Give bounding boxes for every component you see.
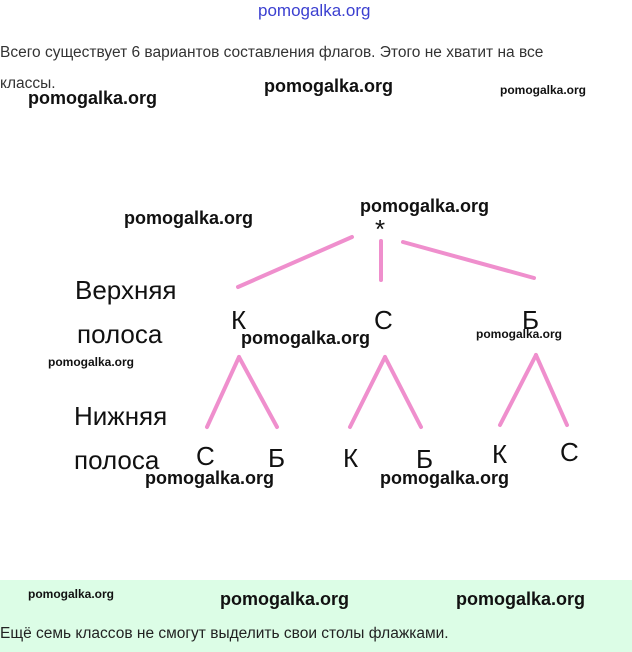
label-upper-2: полоса xyxy=(77,319,163,349)
lower-node-3: К xyxy=(343,443,359,473)
watermark-2: pomogalka.org xyxy=(264,76,394,96)
watermark-13: pomogalka.org xyxy=(456,589,586,609)
watermark-3: pomogalka.org xyxy=(500,83,587,97)
label-lower-1: Нижняя xyxy=(74,401,168,431)
watermark-7: pomogalka.org xyxy=(476,327,563,341)
lower-node-4: Б xyxy=(416,444,434,474)
edge-root-b xyxy=(403,242,534,278)
watermark-10: pomogalka.org xyxy=(380,468,510,488)
upper-node-2: С xyxy=(374,305,393,335)
watermark-11: pomogalka.org xyxy=(28,587,115,601)
upper-node-1: К xyxy=(231,305,247,335)
watermark-1: pomogalka.org xyxy=(28,88,158,108)
intro-line-1: Всего существует 6 вариантов составления флагов. Этого не хватит на все xyxy=(0,44,544,61)
footer-text: Ещё семь классов не смогут выделить свои столы флажками. xyxy=(0,625,449,642)
edge-b-k xyxy=(500,355,536,425)
watermark-8: pomogalka.org xyxy=(48,355,135,369)
label-upper-1: Верхняя xyxy=(75,275,177,305)
edge-k-s xyxy=(207,357,239,427)
watermark-5: pomogalka.org xyxy=(360,196,490,216)
lower-node-2: Б xyxy=(268,443,286,473)
lower-node-5: К xyxy=(492,439,508,469)
intro-line-2: классы. xyxy=(0,75,56,92)
watermark-9: pomogalka.org xyxy=(145,468,275,488)
watermark-4: pomogalka.org xyxy=(124,208,254,228)
edge-s-k xyxy=(350,357,385,427)
watermark-6: pomogalka.org xyxy=(241,328,371,348)
edge-root-k xyxy=(238,237,352,287)
edge-k-b xyxy=(239,357,277,427)
watermark-12: pomogalka.org xyxy=(220,589,350,609)
top-watermark: pomogalka.org xyxy=(258,1,371,20)
lower-node-6: С xyxy=(560,437,579,467)
edge-b-s xyxy=(536,355,567,425)
tree-root: * xyxy=(375,214,386,244)
edge-s-b xyxy=(385,357,421,427)
upper-node-3: Б xyxy=(522,305,540,335)
label-lower-2: полоса xyxy=(74,445,160,475)
lower-node-1: С xyxy=(196,441,215,471)
